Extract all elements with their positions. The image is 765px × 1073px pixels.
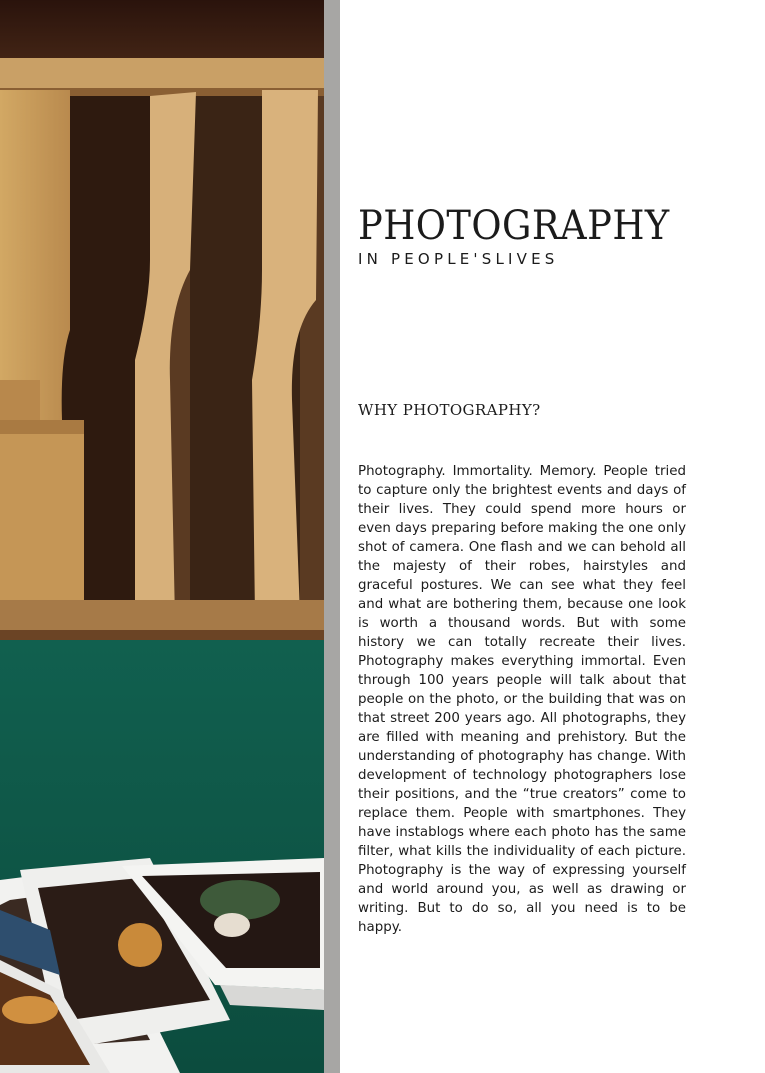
page-subtitle: IN PEOPLE'SLIVES [358, 250, 559, 268]
photo-image [0, 0, 324, 1073]
photo-illustration [0, 0, 324, 1073]
vertical-divider [324, 0, 340, 1073]
body-paragraph: Photography. Immortality. Memory. People tried to capture only the brightest events and days of their lives. They could spend more hours or even days preparing before making the one only shot of camera. One flash and we can behold all the majesty of their robes, hairstyles and graceful postures. We can see what they feel and what are bothering them, because one look is worth a thousand words. But with some history we can totally recreate their lives. Photography makes everything immortal. Even through 100 years people will talk about that people on the photo, or the building that was on that street 200 years ago. All photographs, they are filled with meaning and prehistory. But the understanding of photography has change. With development of technology photographers lose their positions, and the “true creators” come to replace them. People with smartphones. They have instablogs where each photo has the same filter, what kills the individuality of each picture. Photography is the way of expressing yourself and world around you, as well as drawing or writing. But to do so, all you need is to be happy. [358, 464, 686, 935]
section-heading: WHY PHOTOGRAPHY? [358, 401, 541, 419]
page-title: PHOTOGRAPHY [358, 203, 670, 249]
